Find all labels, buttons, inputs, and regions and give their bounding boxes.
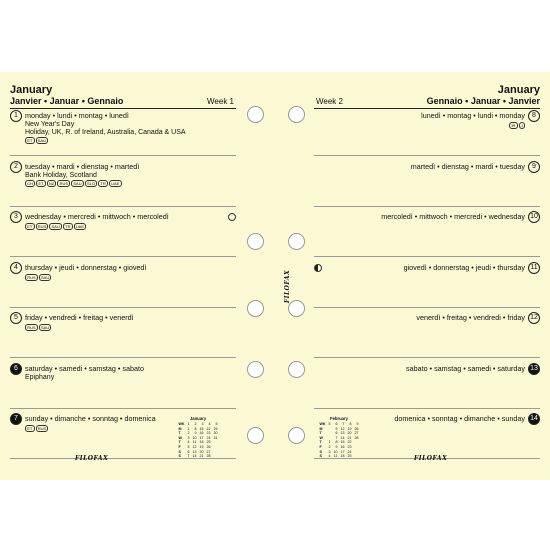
mini-calendar-date (212, 454, 219, 459)
mini-calendar-date: 4 (187, 440, 190, 445)
mini-calendar-date: 9 (194, 431, 197, 436)
day-rule (314, 206, 540, 207)
country-tag: CH (25, 180, 35, 187)
country-tag: SAU (71, 180, 84, 187)
mini-calendar-weekday: WK (178, 422, 185, 426)
mini-calendar-date: 30 (213, 431, 218, 436)
day-number: 10 (528, 211, 540, 223)
country-tag: SAU (39, 324, 52, 331)
mini-calendar-date: 25 (206, 440, 211, 445)
day-entry (314, 159, 540, 207)
day-rule (314, 155, 540, 156)
day-entry (10, 361, 236, 409)
binder-hole (247, 427, 264, 444)
mini-calendar-title: January (189, 416, 207, 421)
day-rule (314, 307, 540, 308)
mini-calendar-date: 5 (335, 426, 338, 431)
day-name: domenica • sonntag • dimanche • sunday (394, 414, 525, 423)
mini-calendar-weekday: S (319, 449, 322, 454)
mini-calendar-date: 11 (333, 454, 338, 459)
binder-hole (288, 361, 305, 378)
day-name: tuesday • mardi • dienstag • martedì (25, 161, 140, 171)
day-entry (10, 159, 236, 207)
day-rule (314, 256, 540, 257)
day-rule (314, 408, 540, 409)
mini-calendar-date: 12 (340, 426, 345, 431)
mini-calendar-date: 9 (356, 422, 359, 426)
country-tags (509, 122, 525, 129)
mini-calendar-weekday: F (319, 444, 322, 449)
spine-filofax-logo: FILOFAX (284, 269, 292, 304)
right-mini-calendar (318, 416, 360, 459)
mini-calendar-date: 24 (347, 449, 352, 454)
mini-calendar-date: 18 (199, 440, 204, 445)
mini-calendar-date: 16 (340, 444, 345, 449)
mini-calendar-weekday: T (319, 431, 322, 436)
day-name: martedì • dienstag • mardi • tuesday (410, 161, 525, 171)
mini-calendar-date: 2 (194, 422, 197, 426)
mini-calendar-date: 1 (328, 440, 331, 445)
day-entry (314, 108, 540, 156)
binder-hole (288, 427, 305, 444)
country-tag: IR (509, 122, 517, 129)
mini-calendar-date: 1 (187, 422, 190, 426)
country-tag: RUS (36, 223, 49, 230)
mini-calendar-date: 26 (354, 426, 359, 431)
day-rule (10, 155, 236, 156)
binder-hole (247, 106, 264, 123)
day-entry (10, 260, 236, 308)
binder-hole (247, 361, 264, 378)
mini-calendar-date: 3 (187, 435, 190, 440)
day-rule (10, 307, 236, 308)
right-page (314, 84, 540, 462)
left-week-label: Week 1 (207, 97, 234, 106)
day-name: lunedì • montag • lundi • monday (421, 111, 525, 120)
mini-calendar-date: 12 (192, 444, 197, 449)
day-name: friday • vendredi • freitag • venerdì (25, 313, 134, 322)
mini-calendar-date: 7 (187, 454, 190, 459)
mini-calendar-date: 18 (340, 454, 345, 459)
mini-calendar-weekday: F (178, 444, 181, 449)
moon-quarter-icon (314, 264, 322, 272)
day-entry (314, 209, 540, 257)
mini-calendar-weekday: M (319, 426, 323, 431)
mini-calendar-weekday: W (319, 435, 323, 440)
country-tags (25, 324, 51, 331)
mini-calendar-date (353, 454, 360, 459)
day-name: wednesday • mercredi • mittwoch • mercoledì (25, 212, 169, 221)
day-entry (10, 108, 236, 156)
mini-calendar-date: 3 (328, 449, 331, 454)
country-tag: RUS (36, 425, 49, 432)
country-tag: SAU (49, 223, 62, 230)
day-rule (314, 357, 540, 358)
mini-calendar-date: 6 (335, 431, 338, 436)
mini-calendar-date: 27 (206, 449, 211, 454)
mini-calendar-date: 10 (192, 435, 197, 440)
mini-calendar-date: 6 (335, 422, 338, 426)
day-number: 2 (10, 161, 22, 173)
day-number: 6 (10, 363, 22, 375)
country-tag: ET (25, 223, 35, 230)
mini-calendar-date: 28 (206, 454, 211, 459)
country-tag: ET (36, 180, 46, 187)
mini-calendar-date: 15 (199, 426, 204, 431)
day-name: monday • lundi • montag • lunedì (25, 111, 129, 120)
mini-calendar-date: 11 (192, 440, 197, 445)
mini-calendar-date: 7 (335, 435, 338, 440)
mini-calendar-date: 15 (340, 440, 345, 445)
mini-calendar-date: 29 (213, 426, 218, 431)
day-rule (10, 357, 236, 358)
mini-calendar-title: February (330, 416, 348, 421)
country-tag: UAE (74, 223, 87, 230)
day-number: 11 (528, 262, 540, 274)
mini-calendar-date: 10 (333, 449, 338, 454)
day-note: New Year's Day (25, 121, 75, 128)
mini-calendar-date: 9 (335, 444, 338, 449)
day-name: venerdì • freitag • vendredi • friday (416, 313, 525, 322)
day-entry (10, 209, 236, 257)
left-filofax-logo: FILOFAX (75, 455, 109, 462)
mini-calendar-date: 14 (340, 435, 345, 440)
binder-hole (247, 300, 264, 317)
country-tag: ET (25, 425, 35, 432)
mini-calendar-row (177, 454, 219, 459)
mini-calendar-date: 1 (187, 426, 190, 431)
mini-calendar-date: 23 (206, 431, 211, 436)
mini-calendar-date: 5 (215, 422, 218, 426)
right-filofax-logo: FILOFAX (414, 455, 448, 462)
day-name: saturday • samedi • samstag • sabato (25, 363, 145, 373)
day-entry (314, 310, 540, 358)
binder-hole (288, 106, 305, 123)
day-rule (10, 408, 236, 409)
day-rule (10, 256, 236, 257)
day-name: mercoledì • mittwoch • mercredi • wednesday (381, 212, 525, 221)
mini-calendar-date: 14 (192, 454, 197, 459)
day-entry (314, 361, 540, 409)
country-tags (25, 180, 122, 187)
day-entry (10, 310, 236, 358)
country-tag: ET (25, 137, 35, 144)
mini-calendar-weekday: S (178, 449, 181, 454)
country-tags (25, 223, 86, 230)
country-tag: SAU (39, 274, 52, 281)
mini-calendar-date: 3 (201, 422, 204, 426)
mini-calendar-date: 8 (349, 422, 352, 426)
day-rule (10, 206, 236, 207)
day-number: 5 (10, 312, 22, 324)
day-name: thursday • jeudi • donnerstag • giovedì (25, 262, 147, 272)
mini-calendar-weekday: S (178, 454, 181, 459)
mini-calendar-weekday: T (319, 440, 322, 445)
mini-calendar-date: 31 (213, 435, 218, 440)
mini-calendar-date: 19 (347, 426, 352, 431)
mini-calendar-date: 20 (199, 449, 204, 454)
day-name: sunday • dimanche • sonntag • domenica (25, 414, 156, 423)
left-page (10, 84, 236, 462)
mini-calendar-date: 13 (340, 431, 345, 436)
mini-calendar-date: 20 (347, 431, 352, 436)
country-tag: SAU (36, 137, 49, 144)
country-tag: RUS (25, 324, 38, 331)
mini-calendar-date: 5 (328, 422, 331, 426)
mini-calendar-date: 17 (199, 435, 204, 440)
day-name: giovedì • donnerstag • jeudi • thursday (403, 262, 525, 272)
mini-calendar-weekday: M (178, 426, 182, 431)
binder-hole (247, 233, 264, 250)
mini-calendar-date: 28 (354, 435, 359, 440)
day-number: 13 (528, 363, 540, 375)
mini-calendar-date: 7 (342, 422, 345, 426)
country-tag: UAE (109, 180, 122, 187)
mini-calendar-date: 8 (335, 440, 338, 445)
day-number: 14 (528, 413, 540, 425)
day-number: 3 (10, 211, 22, 223)
day-note: Bank Holiday, Scotland (25, 171, 97, 179)
right-week-label: Week 2 (316, 97, 343, 106)
mini-calendar-date: 4 (328, 454, 331, 459)
country-tag: SLO (85, 180, 97, 187)
day-name: sabato • samstag • samedi • saturday (405, 363, 525, 373)
mini-calendar-date: 6 (187, 449, 190, 454)
mini-calendar-date: 16 (199, 431, 204, 436)
day-number: 4 (10, 262, 22, 274)
country-tag: RUS (25, 274, 38, 281)
day-number: 8 (528, 110, 540, 122)
mini-calendar-date: 26 (206, 444, 211, 449)
mini-calendar-date: 2 (328, 444, 331, 449)
mini-calendar-date: 2 (187, 431, 190, 436)
country-tags (25, 425, 48, 432)
mini-calendar-date: 22 (347, 440, 352, 445)
country-tag: TR (63, 223, 73, 230)
mini-calendar-date: 24 (206, 435, 211, 440)
mini-calendar-weekday: T (178, 440, 181, 445)
left-mini-calendar (177, 416, 219, 459)
day-number: 1 (10, 110, 22, 122)
mini-calendar-weekday: W (178, 435, 182, 440)
country-tags (25, 274, 51, 281)
mini-calendar-date: 27 (354, 431, 359, 436)
mini-calendar-date: 19 (199, 444, 204, 449)
country-tag: TR (98, 180, 108, 187)
mini-calendar-date: 22 (206, 426, 211, 431)
mini-calendar-weekday: WK (319, 422, 326, 426)
country-tag: RUS (57, 180, 70, 187)
mini-calendar-date: 13 (192, 449, 197, 454)
mini-calendar-row (318, 454, 360, 459)
day-number: 9 (528, 161, 540, 173)
left-month-multilang: Janvier • Januar • Gennaio (10, 96, 124, 106)
day-note: Epiphany (25, 373, 55, 381)
day-note: Holiday, UK, R. of Ireland, Australia, Canada & USA (25, 129, 186, 136)
mini-calendar-date: 17 (340, 449, 345, 454)
mini-calendar-date: 21 (347, 435, 352, 440)
mini-calendar-date: 4 (208, 422, 211, 426)
mini-calendar-date: 5 (187, 444, 190, 449)
mini-calendar-date: 25 (347, 454, 352, 459)
day-number: 12 (528, 312, 540, 324)
day-number: 7 (10, 413, 22, 425)
mini-calendar-date: 21 (199, 454, 204, 459)
mini-calendar-date: 8 (194, 426, 197, 431)
right-month-multilang: Gennaio • Januar • Janvier (426, 96, 540, 106)
mini-calendar-date: 23 (347, 444, 352, 449)
moon-full-icon (228, 213, 236, 221)
mini-calendar-weekday: T (178, 431, 181, 436)
country-tag: J (519, 122, 525, 129)
country-tags (25, 137, 48, 144)
binder-hole (288, 233, 305, 250)
right-month-title: January (497, 84, 540, 96)
country-tag: NZ (47, 180, 57, 187)
day-entry (314, 260, 540, 308)
left-month-title: January (10, 84, 53, 96)
mini-calendar-weekday: S (319, 454, 322, 459)
